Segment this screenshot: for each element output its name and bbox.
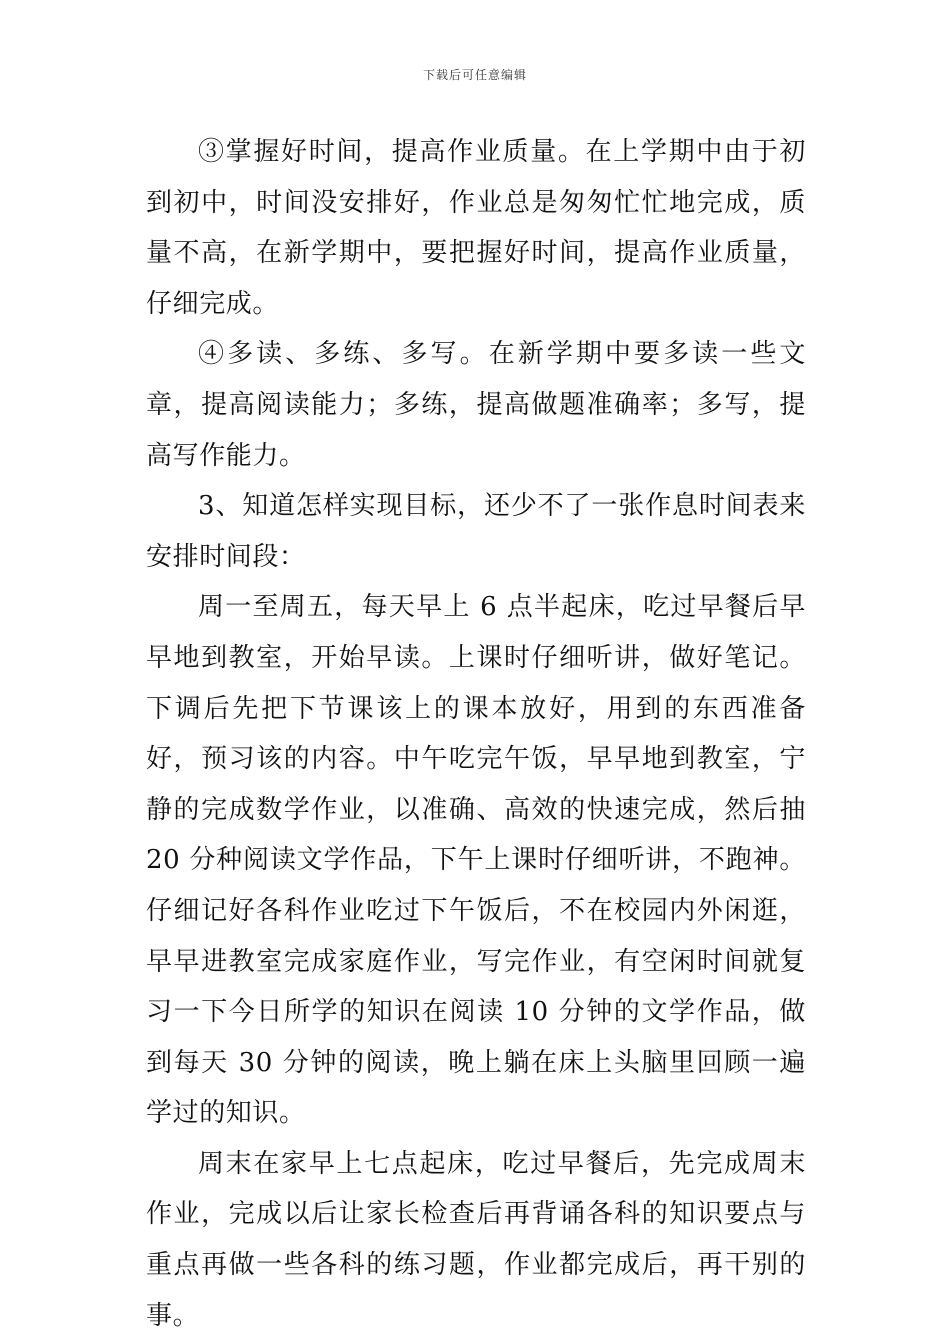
paragraph-time-management: ③掌握好时间，提高作业质量。在上学期中由于初到初中，时间没安排好，作业总是匆匆忙忙地完成，质量不高，在新学期中，要把握好时间，提高作业质量，仔细完成。 [146, 137, 806, 319]
paragraph-weekday-schedule: 周一至周五，每天早上 6 点半起床，吃过早餐后早早地到教室，开始早读。上课时仔细听讲，做好笔记。下调后先把下节课该上的课本放好，用到的东西准备好，预习该的内容。中午吃完午饭，早早地到教室，宁静的完成数学作业，以准确、高效的快速完成，然后抽 20 分种阅读文学作品，下午上课时仔细听讲，不跑神。仔细记好各科作业吃过下午饭后，不在校园内外闲逛，早早进教室完成家庭作业，写完作业，有空闲时间就复习一下今日所学的知识在阅读 10 分钟的文学作品，做到每天 30 分钟的阅读，晚上躺在床上头脑里回顾一遍学过的知识。 [146, 592, 806, 1129]
paragraph-schedule-intro: 3、知道怎样实现目标，还少不了一张作息时间表来安排时间段： [146, 491, 806, 572]
paragraph-read-practice-write: ④多读、多练、多写。在新学期中要多读一些文章，提高阅读能力；多练，提高做题准确率；多写，提高写作能力。 [146, 339, 806, 471]
header-note: 下载后可任意编辑 [422, 68, 527, 82]
document-body [146, 127, 806, 1341]
paragraph-weekend-schedule: 周末在家早上七点起床，吃过早餐后，先完成周末作业，完成以后让家长检查后再背诵各科的知识要点与重点再做一些各科的练习题，作业都完成后，再干别的事。 [146, 1148, 806, 1331]
